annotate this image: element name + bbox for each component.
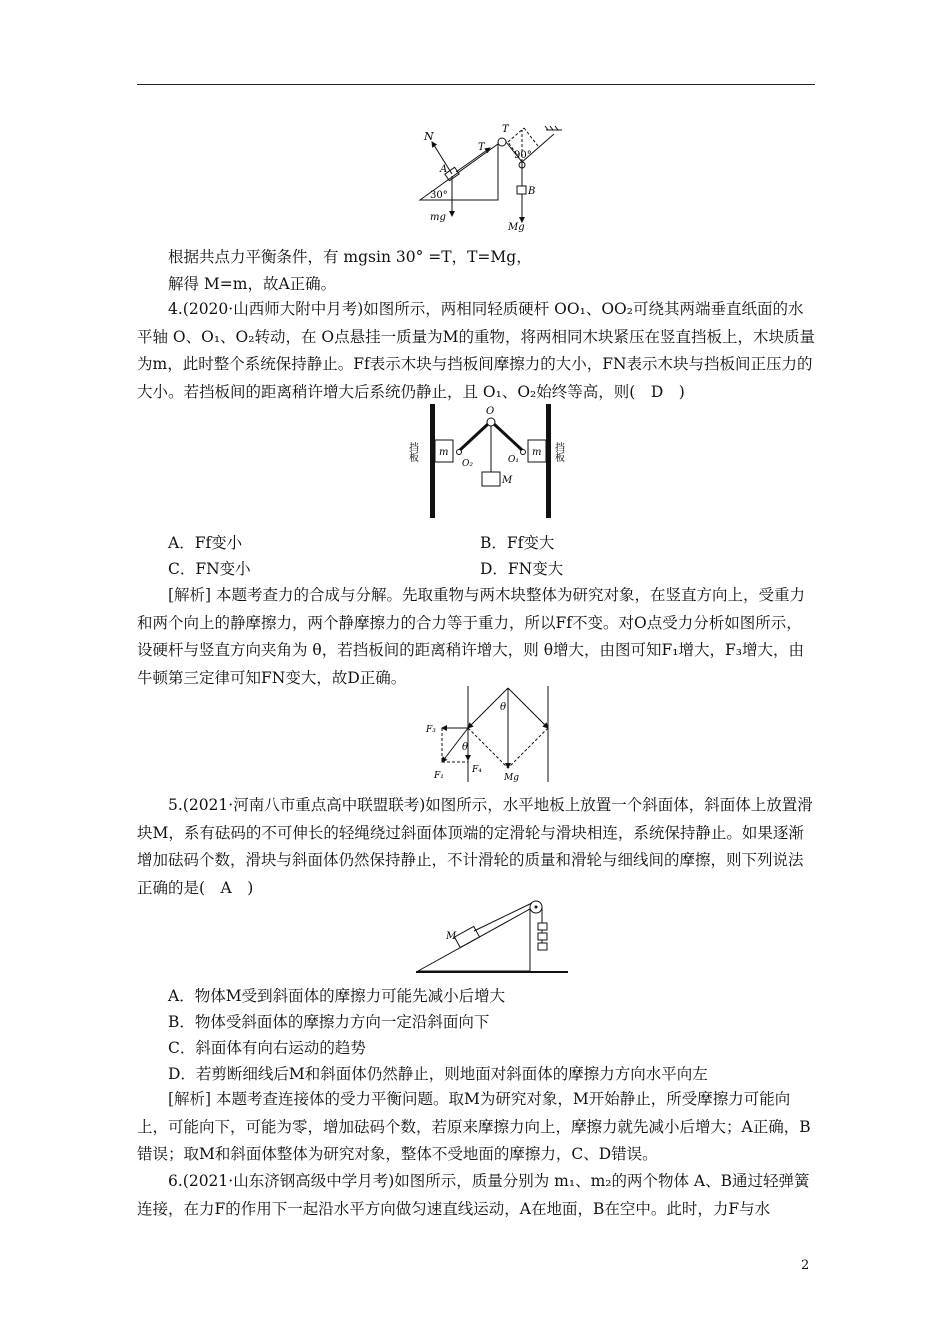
label-board-right: 挡板 bbox=[552, 442, 564, 462]
label-N: N bbox=[424, 130, 434, 143]
label-M-incline: M bbox=[446, 931, 457, 942]
page-number: 2 bbox=[801, 1258, 810, 1273]
label-mg: mg bbox=[430, 212, 446, 223]
q4-option-c: C．FN变小 bbox=[168, 560, 251, 578]
label-O2: O₂ bbox=[462, 459, 473, 469]
figure-incline-weights bbox=[412, 893, 572, 978]
header-rule bbox=[137, 84, 815, 85]
q4-stem: 4.(2020·山西师大附中月考)如图所示，两相同轻质硬杆 OO₁、OO₂可绕其两端垂直纸面的水平轴 O、O₁、O₂转动，在 O点悬挂一质量为M的重物，将两相同木块紧压在竖直挡板上，木块质量为m，此时整个系统保持静止。Ff表示木块与挡板间摩擦力的大小，FN表示木块与挡板间正压力的大小。若挡板间的距离稍许增大后系统仍静止，且 O₁、O₂始终等高，则( D ) bbox=[137, 300, 815, 401]
label-angle-30: 30° bbox=[430, 190, 448, 201]
q5-option-b: B．物体受斜面体的摩擦力方向一定沿斜面向下 bbox=[168, 1013, 490, 1031]
label-F1: F₁ bbox=[434, 771, 444, 781]
q4-analysis bbox=[137, 582, 817, 692]
label-T2: T bbox=[502, 124, 509, 135]
q4-analysis-tag: [解析] bbox=[168, 586, 212, 604]
figure-incline-pulley bbox=[410, 122, 580, 234]
label-m-left: m bbox=[439, 447, 449, 458]
solution3-line2: 解得 M=m，故A正确。 bbox=[168, 275, 337, 293]
q4-option-a: A．Ff变小 bbox=[168, 534, 243, 552]
label-M: M bbox=[502, 475, 513, 486]
q5-option-d: D．若剪断细线后M和斜面体仍然静止，则地面对斜面体的摩擦力方向水平向左 bbox=[168, 1065, 708, 1083]
label-F4: F₄ bbox=[472, 765, 482, 775]
q5-analysis-tag: [解析] bbox=[168, 1090, 212, 1108]
q5-analysis-text: 本题考查连接体的受力平衡问题。取M为研究对象，M开始静止，所受摩擦力可能向上，可能向下，可能为零，增加砝码个数，若原来摩擦力向上，摩擦力就先减小后增大；A正确，B错误；取M和斜面体整体为研究对象，整体不受地面的摩擦力，C、D错误。 bbox=[137, 1090, 811, 1163]
solution3-line1: 根据共点力平衡条件，有 mgsin 30° =T，T=Mg， bbox=[168, 248, 532, 266]
q5-option-c: C．斜面体有向右运动的趋势 bbox=[168, 1039, 366, 1057]
q4-option-d: D．FN变大 bbox=[480, 560, 564, 578]
label-board-left: 挡板 bbox=[406, 442, 418, 462]
q5-option-a: A．物体M受到斜面体的摩擦力可能先减小后增大 bbox=[168, 987, 506, 1005]
q5-stem: 5.(2021·河南八市重点高中联盟联考)如图所示，水平地板上放置一个斜面体，斜面体上放置滑块M，系有砝码的不可伸长的轻绳绕过斜面体顶端的定滑轮与滑块相连，系统保持静止。如果逐渐增加砝码个数，滑块与斜面体仍然保持静止，不计滑轮的质量和滑轮与细线间的摩擦，则下列说法正确的是( A ) bbox=[137, 796, 813, 897]
label-O1: O₁ bbox=[508, 455, 519, 465]
label-A: A bbox=[440, 164, 448, 175]
figure-force-decomposition bbox=[420, 684, 555, 784]
label-T1: T bbox=[478, 142, 485, 153]
label-theta-mid: θ bbox=[462, 742, 469, 753]
label-m-right: m bbox=[532, 447, 542, 458]
label-theta-top: θ bbox=[500, 702, 507, 713]
q4-analysis-text: 本题考查力的合成与分解。先取重物与两木块整体为研究对象，在竖直方向上，受重力和两个向上的静摩擦力，两个静摩擦力的合力等于重力，所以Ff不变。对O点受力分析如图所示，设硬杆与竖直方向夹角为 θ，若挡板间的距离稍许增大，则 θ增大，由图可知F₁增大，F₃增大，由牛顿第三定律可知FN变大，故D正确。 bbox=[137, 586, 806, 687]
q5-analysis bbox=[137, 1086, 817, 1169]
q4-option-b: B．Ff变大 bbox=[480, 534, 555, 552]
label-O: O bbox=[486, 406, 495, 417]
label-angle-90: 90° bbox=[514, 150, 532, 161]
label-Mg: Mg bbox=[508, 222, 525, 233]
label-B: B bbox=[528, 186, 536, 197]
figure-boards-rods bbox=[402, 402, 580, 520]
label-Mg-2: Mg bbox=[504, 773, 519, 783]
q6-stem: 6.(2021·山东济钢高级中学月考)如图所示，质量分别为 m₁、m₂的两个物体 A、B通过轻弹簧连接，在力F的作用下一起沿水平方向做匀速直线运动，A在地面，B在空中。此时，力F与水 bbox=[137, 1172, 810, 1218]
label-F3: F₃ bbox=[426, 725, 436, 735]
